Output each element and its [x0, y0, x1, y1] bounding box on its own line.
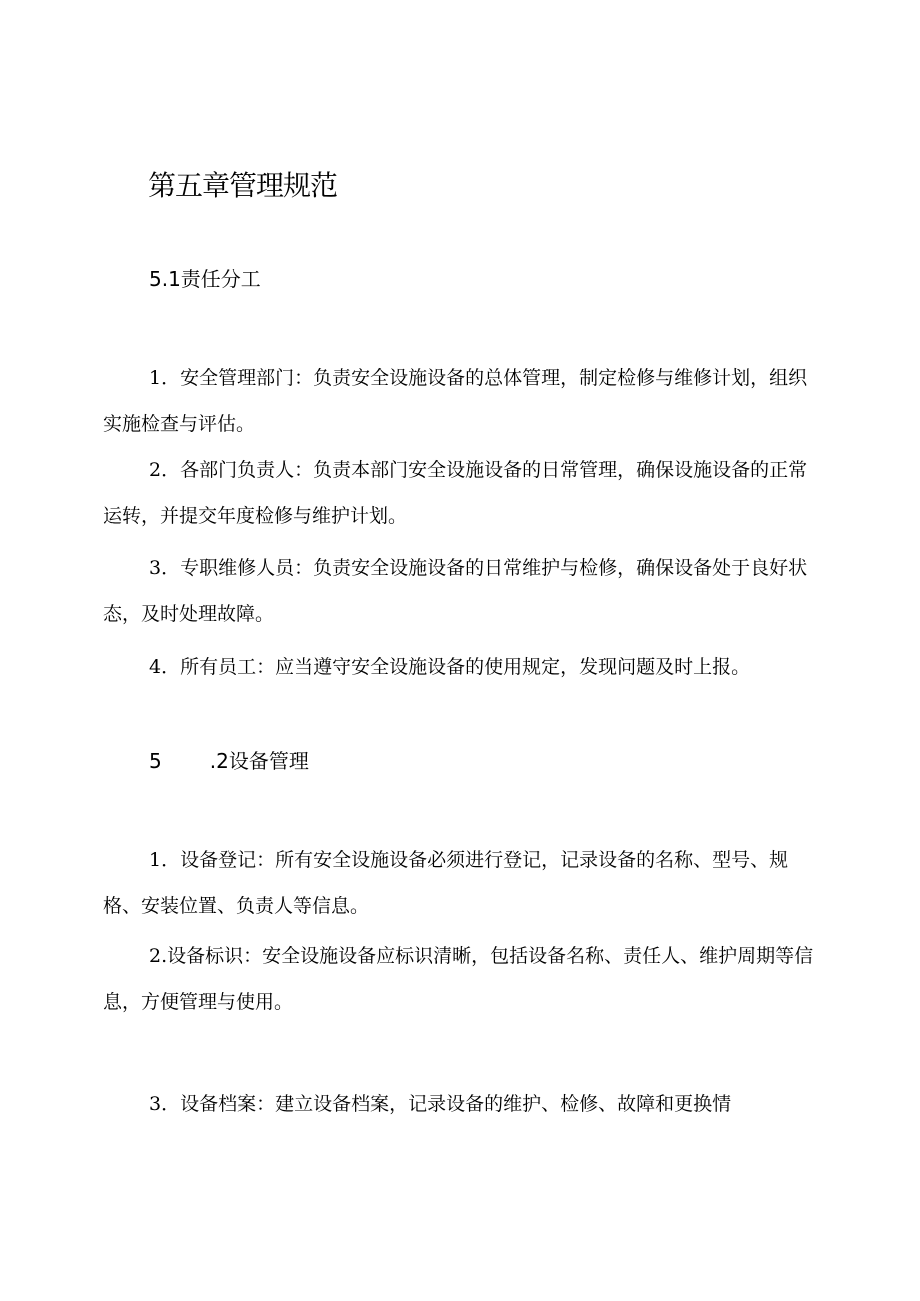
paragraph-responsibility-1: 1．安全管理部门：负责安全设施设备的总体管理，制定检修与维修计划，组织实施检查与评估。 — [103, 367, 808, 435]
paragraph-responsibility-2: 2．各部门负责人：负责本部门安全设施设备的日常管理，确保设施设备的正常运转，并提交年度检修与维护计划。 — [103, 459, 808, 527]
paragraph-responsibility-3: 3．专职维修人员：负责安全设施设备的日常维护与检修，确保设备处于良好状态，及时处理故障。 — [103, 557, 808, 625]
section-heading-title: .2设备管理 — [209, 749, 309, 773]
chapter-title: 第五章管理规范 — [148, 169, 338, 202]
paragraph-responsibility-4: 4．所有员工：应当遵守安全设施设备的使用规定，发现问题及时上报。 — [149, 656, 751, 678]
paragraph-equipment-2: 2.设备标识：安全设施设备应标识清晰，包括设备名称、责任人、维护周期等信息，方便管理与使用。 — [103, 945, 814, 1013]
paragraph-equipment-3: 3．设备档案：建立设备档案，记录设备的维护、检修、故障和更换情 — [149, 1093, 732, 1115]
section-heading-5-2 — [149, 746, 309, 776]
paragraph-equipment-1: 1．设备登记：所有安全设施设备必须进行登记，记录设备的名称、型号、规格、安装位置、负责人等信息。 — [103, 849, 789, 917]
section-heading-5-1: 5.1责任分工 — [149, 267, 261, 291]
section-heading-number: 5 — [149, 749, 162, 773]
